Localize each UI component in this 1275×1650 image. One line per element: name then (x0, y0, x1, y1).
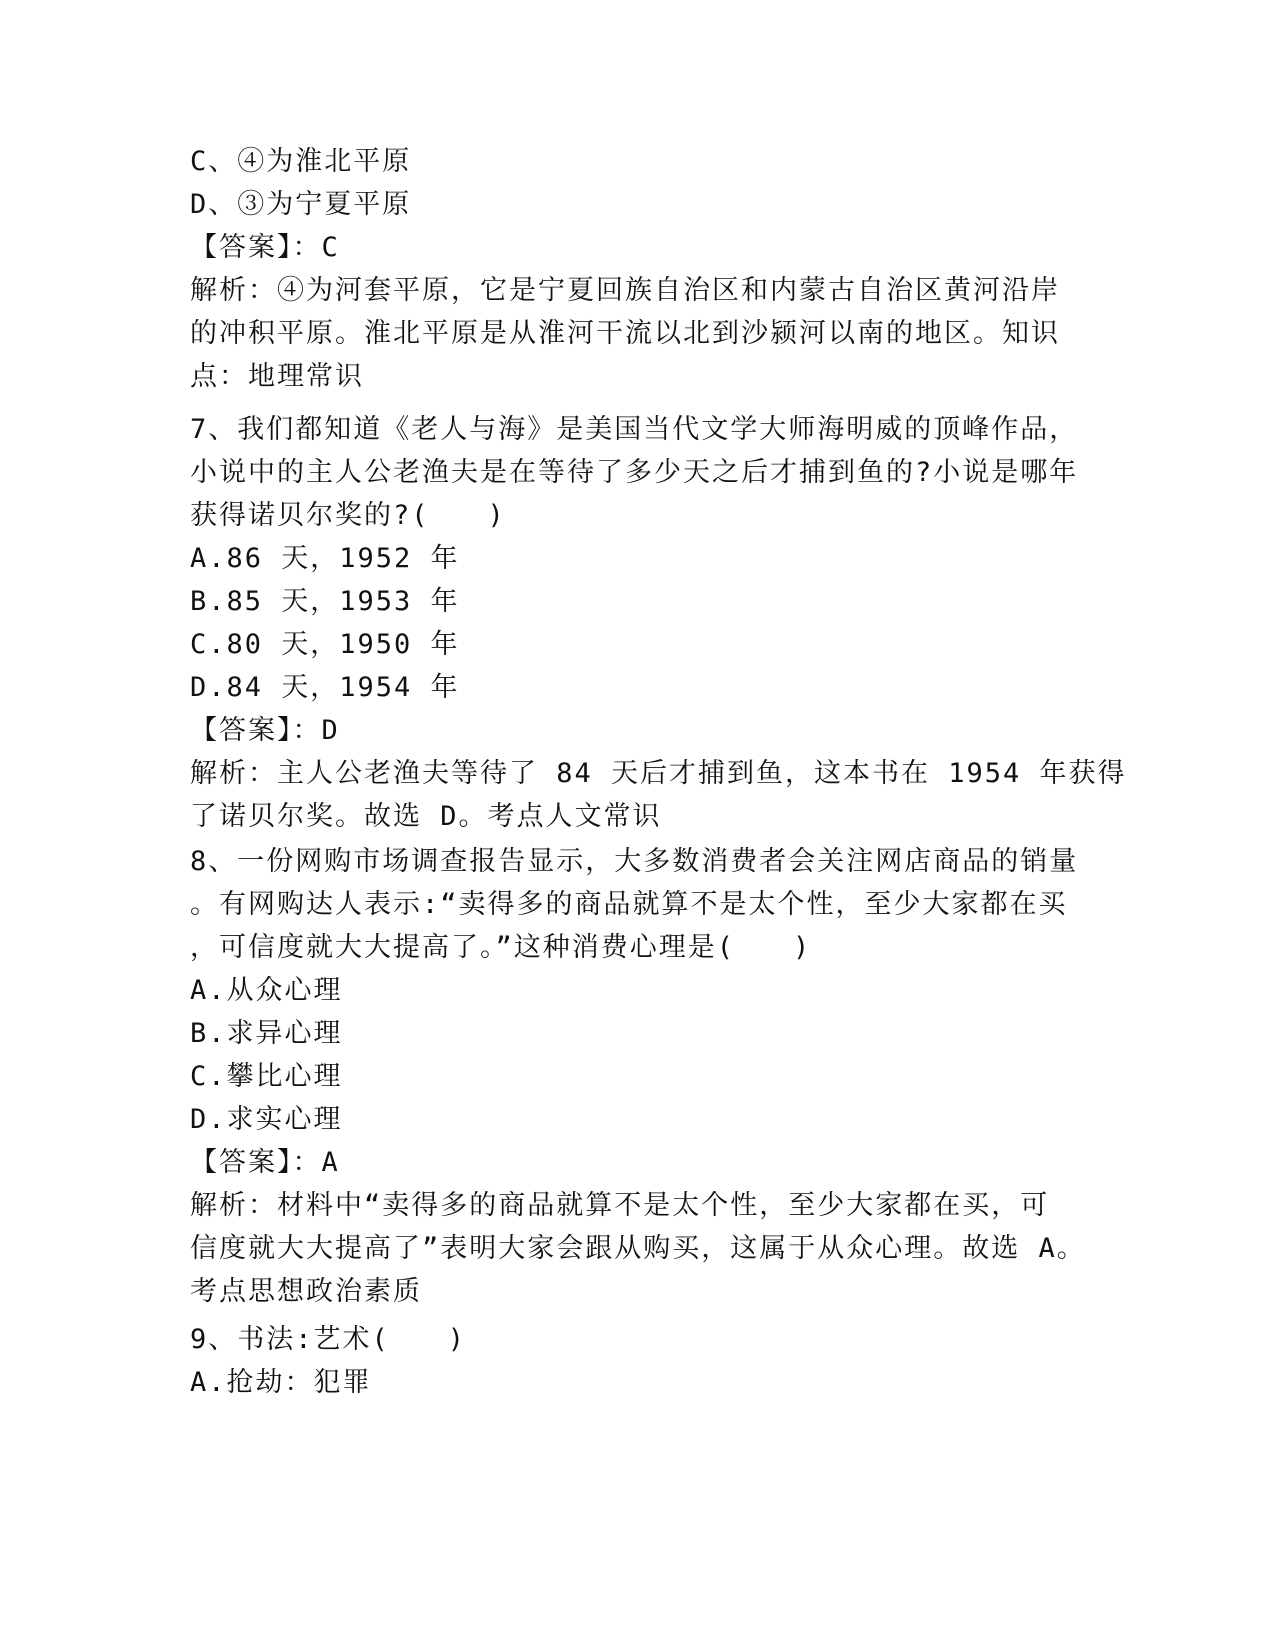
analysis-line: 信度就大大提高了”表明大家会跟从购买，这属于从众心理。故选 A。 (190, 1233, 1086, 1264)
question-stem: 小说中的主人公老渔夫是在等待了多少天之后才捕到鱼的?小说是哪年 (190, 457, 1079, 488)
option-b: B.85 天，1953 年 (190, 586, 460, 617)
question-9 (190, 1318, 1070, 1404)
analysis-line: 解析：④为河套平原，它是宁夏回族自治区和内蒙古自治区黄河沿岸 (190, 275, 1060, 306)
option-c: C.80 天，1950 年 (190, 629, 460, 660)
analysis-line: 了诺贝尔奖。故选 D。考点人文常识 (190, 801, 662, 832)
question-stem: 获得诺贝尔奖的?( ) (190, 500, 506, 531)
analysis-line: 解析：材料中“卖得多的商品就算不是太个性，至少大家都在买，可 (190, 1190, 1050, 1221)
answer: 【答案】：A (190, 1147, 340, 1178)
question-stem: 。有网购达人表示:“卖得多的商品就算不是太个性，至少大家都在买 (190, 889, 1068, 920)
analysis-line: 考点思想政治素质 (190, 1276, 422, 1307)
question-7 (190, 408, 1127, 838)
option-a: A.从众心理 (190, 975, 343, 1006)
question-stem: 7、我们都知道《老人与海》是美国当代文学大师海明威的顶峰作品， (190, 414, 1079, 445)
question-stem: ，可信度就大大提高了。”这种消费心理是( ) (190, 932, 812, 963)
option-d: D.求实心理 (190, 1104, 343, 1135)
question-8 (190, 840, 1086, 1313)
question-stem: 8、一份网购市场调查报告显示，大多数消费者会关注网店商品的销量 (190, 846, 1079, 877)
answer: 【答案】：D (190, 715, 340, 746)
answer: 【答案】：C (190, 232, 340, 263)
option-d: D.84 天，1954 年 (190, 672, 460, 703)
analysis-line: 解析：主人公老渔夫等待了 84 天后才捕到鱼，这本书在 1954 年获得 (190, 758, 1127, 789)
question-stem: 9、书法:艺术( ) (190, 1324, 467, 1355)
option-a: A.抢劫：犯罪 (190, 1367, 372, 1398)
option-c: C、④为淮北平原 (190, 146, 412, 177)
question-6-tail (190, 140, 1070, 398)
option-a: A.86 天，1952 年 (190, 543, 460, 574)
option-b: B.求异心理 (190, 1018, 343, 1049)
option-c: C.攀比心理 (190, 1061, 343, 1092)
analysis-line: 的冲积平原。淮北平原是从淮河干流以北到沙颍河以南的地区。知识 (190, 318, 1060, 349)
option-d: D、③为宁夏平原 (190, 189, 412, 220)
analysis-line: 点：地理常识 (190, 361, 364, 392)
